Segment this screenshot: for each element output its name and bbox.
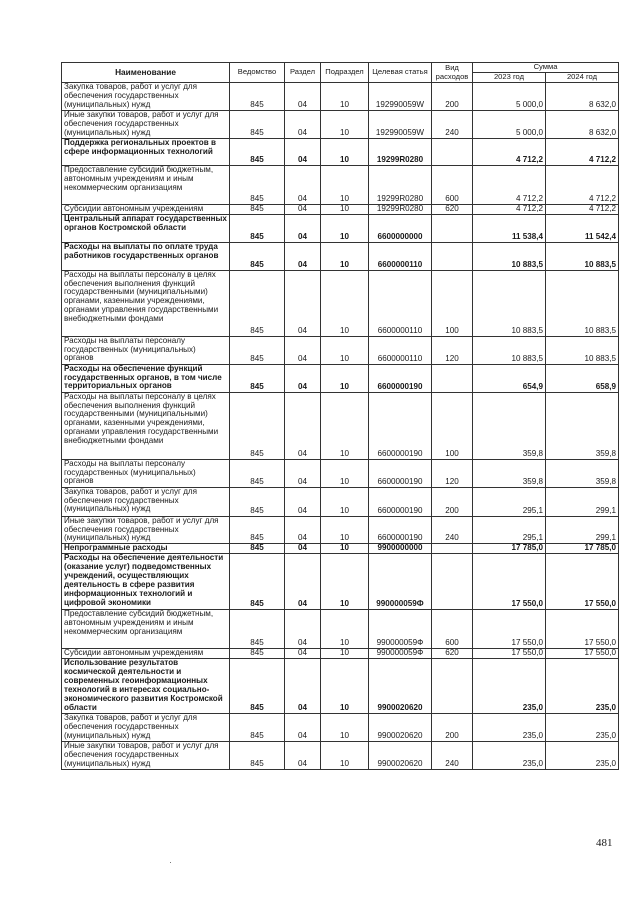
row-sum-2023: 4 712,2	[473, 165, 546, 204]
row-name: Расходы на выплаты персоналу государственных (муниципальных) органов	[62, 336, 230, 364]
row-name: Субсидии автономным учреждениям	[62, 649, 230, 659]
row-vid-rashodov	[432, 138, 473, 165]
row-sum-2023: 17 550,0	[473, 554, 546, 610]
row-podrazdel: 10	[321, 459, 369, 487]
page-number: 481	[596, 837, 613, 849]
row-sum-2024: 299,1	[546, 487, 619, 516]
row-razdel: 04	[285, 336, 321, 364]
table-row	[62, 544, 619, 554]
row-razdel: 04	[285, 487, 321, 516]
row-celevaya-statya: 9900000000	[369, 544, 432, 554]
row-name: Закупка товаров, работ и услуг для обеспечения государственных (муниципальных) нужд	[62, 83, 230, 111]
row-sum-2023: 10 883,5	[473, 270, 546, 336]
row-celevaya-statya: 990000059Ф	[369, 554, 432, 610]
row-sum-2023: 17 550,0	[473, 649, 546, 659]
table-row	[62, 270, 619, 336]
row-vid-rashodov: 100	[432, 392, 473, 459]
row-celevaya-statya: 6600000190	[369, 364, 432, 392]
table-row	[62, 336, 619, 364]
row-sum-2024: 658,9	[546, 364, 619, 392]
row-sum-2023: 359,8	[473, 392, 546, 459]
row-podrazdel: 10	[321, 165, 369, 204]
table-row	[62, 214, 619, 242]
table-row	[62, 110, 619, 138]
row-podrazdel: 10	[321, 487, 369, 516]
row-vid-rashodov: 240	[432, 110, 473, 138]
row-podrazdel: 10	[321, 336, 369, 364]
header-year-2023: 2023 год	[473, 73, 546, 83]
row-podrazdel: 10	[321, 138, 369, 165]
table-row	[62, 487, 619, 516]
row-celevaya-statya: 990000059Ф	[369, 649, 432, 659]
row-podrazdel: 10	[321, 516, 369, 544]
row-razdel: 04	[285, 610, 321, 649]
row-celevaya-statya: 9900020620	[369, 714, 432, 742]
row-sum-2024: 235,0	[546, 659, 619, 714]
row-name: Иные закупки товаров, работ и услуг для обеспечения государственных (муниципальных) нужд	[62, 110, 230, 138]
row-razdel: 04	[285, 204, 321, 214]
row-razdel: 04	[285, 554, 321, 610]
row-vid-rashodov	[432, 364, 473, 392]
header-name: Наименование	[62, 63, 230, 83]
table-row	[62, 83, 619, 111]
row-vedomstvo: 845	[230, 242, 285, 270]
row-razdel: 04	[285, 649, 321, 659]
table-row	[62, 516, 619, 544]
row-name: Расходы на выплаты персоналу в целях обеспечения выполнения функций государственными (муниципальными) органами, казенными учреждениями, органами управления государственными внебюджетными фондами	[62, 392, 230, 459]
row-name: Поддержка региональных проектов в сфере информационных технологий	[62, 138, 230, 165]
row-sum-2024: 17 550,0	[546, 554, 619, 610]
row-razdel: 04	[285, 659, 321, 714]
row-celevaya-statya: 6600000110	[369, 242, 432, 270]
row-vedomstvo: 845	[230, 165, 285, 204]
row-celevaya-statya: 19299R0280	[369, 204, 432, 214]
header-celevaya-statya: Целевая статья	[369, 63, 432, 83]
row-name: Расходы на обеспечение деятельности (оказание услуг) подведомственных учреждений, осуществляющих деятельность в сфере развития информационных технологий и цифровой экономики	[62, 554, 230, 610]
row-celevaya-statya: 6600000000	[369, 214, 432, 242]
row-vid-rashodov: 200	[432, 83, 473, 111]
row-vid-rashodov: 620	[432, 204, 473, 214]
row-podrazdel: 10	[321, 714, 369, 742]
table-row	[62, 659, 619, 714]
row-vedomstvo: 845	[230, 544, 285, 554]
row-vedomstvo: 845	[230, 138, 285, 165]
row-vedomstvo: 845	[230, 214, 285, 242]
row-sum-2023: 4 712,2	[473, 204, 546, 214]
row-name: Центральный аппарат государственных органов Костромской области	[62, 214, 230, 242]
table-row	[62, 138, 619, 165]
row-podrazdel: 10	[321, 242, 369, 270]
row-celevaya-statya: 9900020620	[369, 741, 432, 769]
row-celevaya-statya: 6600000190	[369, 392, 432, 459]
row-sum-2024: 359,8	[546, 392, 619, 459]
row-vedomstvo: 845	[230, 459, 285, 487]
row-sum-2023: 235,0	[473, 659, 546, 714]
row-sum-2024: 17 785,0	[546, 544, 619, 554]
row-podrazdel: 10	[321, 214, 369, 242]
row-name: Расходы на выплаты по оплате труда работников государственных органов	[62, 242, 230, 270]
row-sum-2024: 10 883,5	[546, 270, 619, 336]
row-podrazdel: 10	[321, 544, 369, 554]
row-vedomstvo: 845	[230, 487, 285, 516]
row-podrazdel: 10	[321, 270, 369, 336]
row-podrazdel: 10	[321, 610, 369, 649]
row-razdel: 04	[285, 270, 321, 336]
row-celevaya-statya: 19299R0280	[369, 138, 432, 165]
row-name: Иные закупки товаров, работ и услуг для обеспечения государственных (муниципальных) нужд	[62, 516, 230, 544]
row-vid-rashodov	[432, 554, 473, 610]
row-sum-2023: 10 883,5	[473, 242, 546, 270]
table-row	[62, 392, 619, 459]
row-razdel: 04	[285, 459, 321, 487]
row-sum-2024: 4 712,2	[546, 138, 619, 165]
row-vid-rashodov: 200	[432, 487, 473, 516]
row-name: Расходы на выплаты персоналу в целях обеспечения выполнения функций государственными (муниципальными) органами, казенными учреждениями, органами управления государственными внебюджетными фондами	[62, 270, 230, 336]
row-celevaya-statya: 192990059W	[369, 110, 432, 138]
row-vedomstvo: 845	[230, 610, 285, 649]
row-vedomstvo: 845	[230, 554, 285, 610]
row-sum-2024: 11 542,4	[546, 214, 619, 242]
row-vedomstvo: 845	[230, 83, 285, 111]
row-name: Предоставление субсидий бюджетным, автономным учреждениям и иным некоммерческим организациям	[62, 165, 230, 204]
row-podrazdel: 10	[321, 392, 369, 459]
row-sum-2023: 5 000,0	[473, 110, 546, 138]
row-vedomstvo: 845	[230, 336, 285, 364]
row-vedomstvo: 845	[230, 741, 285, 769]
header-summa: Сумма	[473, 63, 619, 73]
row-vedomstvo: 845	[230, 364, 285, 392]
header-razdel: Раздел	[285, 63, 321, 83]
row-sum-2023: 295,1	[473, 487, 546, 516]
table-row	[62, 554, 619, 610]
table-row	[62, 610, 619, 649]
row-vid-rashodov: 120	[432, 459, 473, 487]
row-celevaya-statya: 192990059W	[369, 83, 432, 111]
row-razdel: 04	[285, 741, 321, 769]
row-sum-2024: 359,8	[546, 459, 619, 487]
row-razdel: 04	[285, 214, 321, 242]
row-vid-rashodov	[432, 659, 473, 714]
row-vid-rashodov: 100	[432, 270, 473, 336]
row-razdel: 04	[285, 516, 321, 544]
row-name: Субсидии автономным учреждениям	[62, 204, 230, 214]
row-sum-2024: 235,0	[546, 714, 619, 742]
table-row	[62, 242, 619, 270]
row-vedomstvo: 845	[230, 649, 285, 659]
row-podrazdel: 10	[321, 659, 369, 714]
row-sum-2024: 8 632,0	[546, 83, 619, 111]
row-name: Предоставление субсидий бюджетным, автономным учреждениям и иным некоммерческим организациям	[62, 610, 230, 649]
row-razdel: 04	[285, 242, 321, 270]
row-vid-rashodov	[432, 544, 473, 554]
row-name: Закупка товаров, работ и услуг для обеспечения государственных (муниципальных) нужд	[62, 487, 230, 516]
row-celevaya-statya: 6600000190	[369, 459, 432, 487]
row-sum-2023: 17 785,0	[473, 544, 546, 554]
row-podrazdel: 10	[321, 649, 369, 659]
row-sum-2024: 17 550,0	[546, 649, 619, 659]
row-vedomstvo: 845	[230, 659, 285, 714]
table-row	[62, 714, 619, 742]
row-celevaya-statya: 6600000190	[369, 487, 432, 516]
row-podrazdel: 10	[321, 741, 369, 769]
row-sum-2024: 10 883,5	[546, 336, 619, 364]
row-sum-2024: 8 632,0	[546, 110, 619, 138]
row-podrazdel: 10	[321, 364, 369, 392]
row-vedomstvo: 845	[230, 110, 285, 138]
row-celevaya-statya: 6600000110	[369, 270, 432, 336]
table-row	[62, 165, 619, 204]
row-razdel: 04	[285, 83, 321, 111]
header-vedomstvo: Ведомство	[230, 63, 285, 83]
row-sum-2023: 295,1	[473, 516, 546, 544]
row-razdel: 04	[285, 544, 321, 554]
row-vid-rashodov: 600	[432, 165, 473, 204]
table-row	[62, 649, 619, 659]
row-podrazdel: 10	[321, 83, 369, 111]
table-row	[62, 741, 619, 769]
table-row	[62, 204, 619, 214]
row-razdel: 04	[285, 714, 321, 742]
row-vid-rashodov	[432, 242, 473, 270]
row-name: Непрограммные расходы	[62, 544, 230, 554]
row-name: Использование результатов космической деятельности и современных геоинформационных технологий в интересах социально-экономического развития Костромской области	[62, 659, 230, 714]
row-vid-rashodov: 620	[432, 649, 473, 659]
row-name: Закупка товаров, работ и услуг для обеспечения государственных (муниципальных) нужд	[62, 714, 230, 742]
row-vid-rashodov: 200	[432, 714, 473, 742]
row-vid-rashodov: 120	[432, 336, 473, 364]
row-vid-rashodov: 240	[432, 516, 473, 544]
row-razdel: 04	[285, 138, 321, 165]
row-celevaya-statya: 19299R0280	[369, 165, 432, 204]
row-podrazdel: 10	[321, 554, 369, 610]
row-vedomstvo: 845	[230, 714, 285, 742]
row-vid-rashodov: 600	[432, 610, 473, 649]
row-vedomstvo: 845	[230, 392, 285, 459]
row-razdel: 04	[285, 110, 321, 138]
row-celevaya-statya: 6600000110	[369, 336, 432, 364]
row-sum-2023: 5 000,0	[473, 83, 546, 111]
row-name: Иные закупки товаров, работ и услуг для обеспечения государственных (муниципальных) нужд	[62, 741, 230, 769]
row-razdel: 04	[285, 392, 321, 459]
row-vedomstvo: 845	[230, 516, 285, 544]
row-name: Расходы на выплаты персоналу государственных (муниципальных) органов	[62, 459, 230, 487]
row-sum-2024: 299,1	[546, 516, 619, 544]
row-podrazdel: 10	[321, 110, 369, 138]
table-body	[62, 83, 619, 770]
row-sum-2023: 11 538,4	[473, 214, 546, 242]
row-sum-2024: 17 550,0	[546, 610, 619, 649]
row-celevaya-statya: 6600000190	[369, 516, 432, 544]
row-name: Расходы на обеспечение функций государственных органов, в том числе территориальных органов	[62, 364, 230, 392]
row-sum-2023: 235,0	[473, 714, 546, 742]
row-sum-2023: 17 550,0	[473, 610, 546, 649]
scan-speck	[170, 862, 171, 863]
header-podrazdel: Подраздел	[321, 63, 369, 83]
row-sum-2023: 4 712,2	[473, 138, 546, 165]
row-sum-2023: 654,9	[473, 364, 546, 392]
row-vedomstvo: 845	[230, 204, 285, 214]
row-sum-2023: 10 883,5	[473, 336, 546, 364]
row-sum-2023: 359,8	[473, 459, 546, 487]
row-sum-2024: 4 712,2	[546, 204, 619, 214]
row-vid-rashodov: 240	[432, 741, 473, 769]
row-sum-2024: 235,0	[546, 741, 619, 769]
row-vid-rashodov	[432, 214, 473, 242]
header-year-2024: 2024 год	[546, 73, 619, 83]
row-podrazdel: 10	[321, 204, 369, 214]
budget-table	[61, 62, 619, 770]
row-sum-2024: 10 883,5	[546, 242, 619, 270]
table-row	[62, 364, 619, 392]
row-celevaya-statya: 990000059Ф	[369, 610, 432, 649]
row-razdel: 04	[285, 364, 321, 392]
table-row	[62, 459, 619, 487]
row-sum-2023: 235,0	[473, 741, 546, 769]
row-vedomstvo: 845	[230, 270, 285, 336]
header-vid-rashodov: Вид расходов	[432, 63, 473, 83]
row-sum-2024: 4 712,2	[546, 165, 619, 204]
row-celevaya-statya: 9900020620	[369, 659, 432, 714]
row-razdel: 04	[285, 165, 321, 204]
